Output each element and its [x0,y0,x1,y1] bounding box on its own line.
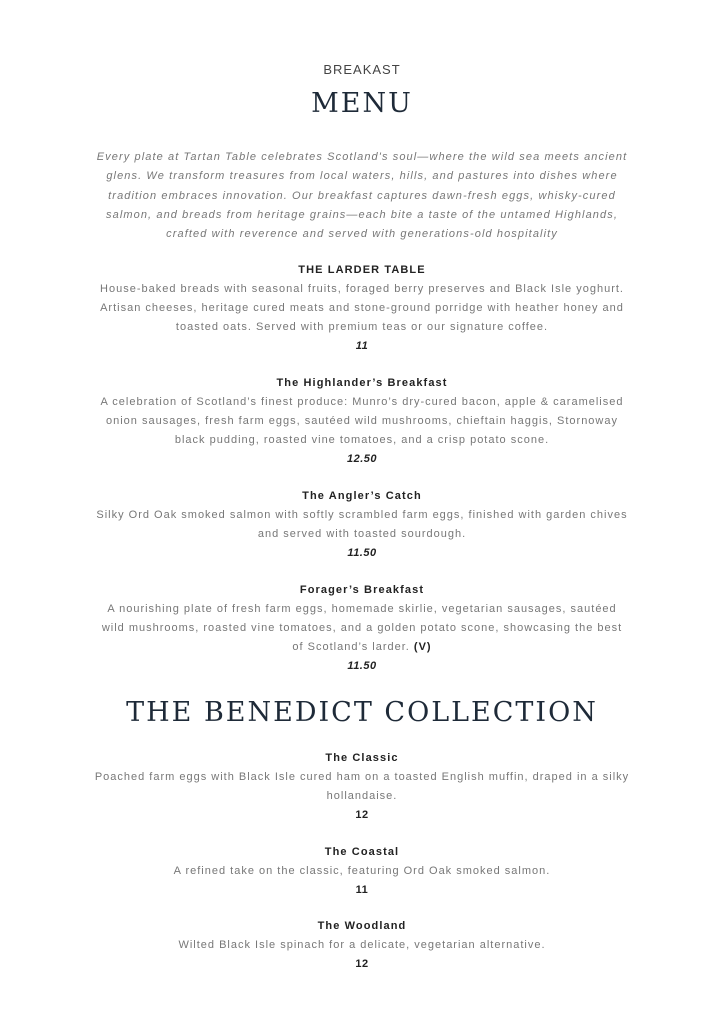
intro-line: crafted with reverence and served with generations-old hospitality [166,228,558,241]
intro-paragraph [0,148,724,244]
description-line: Silky Ord Oak smoked salmon with softly scrambled farm eggs, finished with garden chives [96,509,628,521]
item-description [0,280,724,337]
item-price: 12 [355,958,369,970]
item-title: The Woodland [317,920,407,932]
item-title: THE LARDER TABLE [298,264,426,276]
item-title: The Classic [325,752,399,764]
description-line: black pudding, roasted vine tomatoes, and a crisp potato scone. [174,434,550,446]
menu-kicker: BREAKAST [323,62,401,77]
description-line: hollandaise. [326,790,398,802]
item-title: The Angler’s Catch [302,490,422,502]
description-line: onion sausages, fresh farm eggs, sautéed wild mushrooms, chieftain haggis, Stornoway [105,415,618,427]
item-title: Forager’s Breakfast [299,584,425,596]
item-description [0,506,724,544]
description-line: A celebration of Scotland’s finest produce: Munro’s dry-cured bacon, apple & caramelised [100,396,624,408]
item-description [0,393,724,450]
item-description [0,862,724,881]
item-price: 11.50 [347,660,377,672]
description-line: A nourishing plate of fresh farm eggs, homemade skirlie, vegetarian sausages, sautéed [107,603,617,615]
item-price: 11.50 [347,547,377,559]
description-line: House-baked breads with seasonal fruits, foraged berry preserves and Black Isle yoghurt. [100,283,624,295]
description-line: Poached farm eggs with Black Isle cured ham on a toasted English muffin, draped in a silky [94,771,630,783]
item-description [0,600,724,657]
item-price: 11 [355,884,369,896]
description-line: wild mushrooms, roasted vine tomatoes, and a golden potato scone, showcasing the best [101,622,623,634]
item-title: The Highlander’s Breakfast [276,377,448,389]
description-line-wrap [0,638,724,657]
description-line: Artisan cheeses, heritage cured meats and stone-ground porridge with heather honey and [100,302,624,314]
intro-line: Every plate at Tartan Table celebrates Scotland's soul—where the wild sea meets ancient [96,151,628,163]
item-title: The Coastal [324,846,400,858]
menu-item [0,917,724,974]
menu-item [0,843,724,900]
description-line: A refined take on the classic, featuring Ord Oak smoked salmon. [173,865,551,877]
menu-item [0,261,724,356]
description-line: and served with toasted sourdough. [257,528,467,540]
description-line: Wilted Black Isle spinach for a delicate, vegetarian alternative. [178,939,546,951]
menu-item [0,581,724,676]
intro-line: tradition embraces innovation. Our breakfast captures dawn-fresh eggs, whisky-cured [108,189,616,202]
item-price: 12.50 [346,453,378,465]
item-description [0,768,724,806]
description-line: toasted oats. Served with premium teas or our signature coffee. [175,321,549,333]
intro-line: salmon, and breads from heritage grains—each bite a taste of the untamed Highlands, [106,208,618,221]
item-description [0,936,724,955]
description-line: of Scotland’s larder. [292,641,410,653]
menu-item [0,749,724,825]
item-price: 11 [355,340,369,352]
vegetarian-badge: (V) [413,641,432,653]
menu-item [0,487,724,563]
intro-line: glens. We transform treasures from local waters, hills, and pastures into dishes where [106,170,618,183]
page-title: MENU [311,88,413,119]
benedict-heading: THE BENEDICT COLLECTION [126,697,598,728]
menu-item [0,374,724,469]
item-price: 12 [355,809,369,821]
